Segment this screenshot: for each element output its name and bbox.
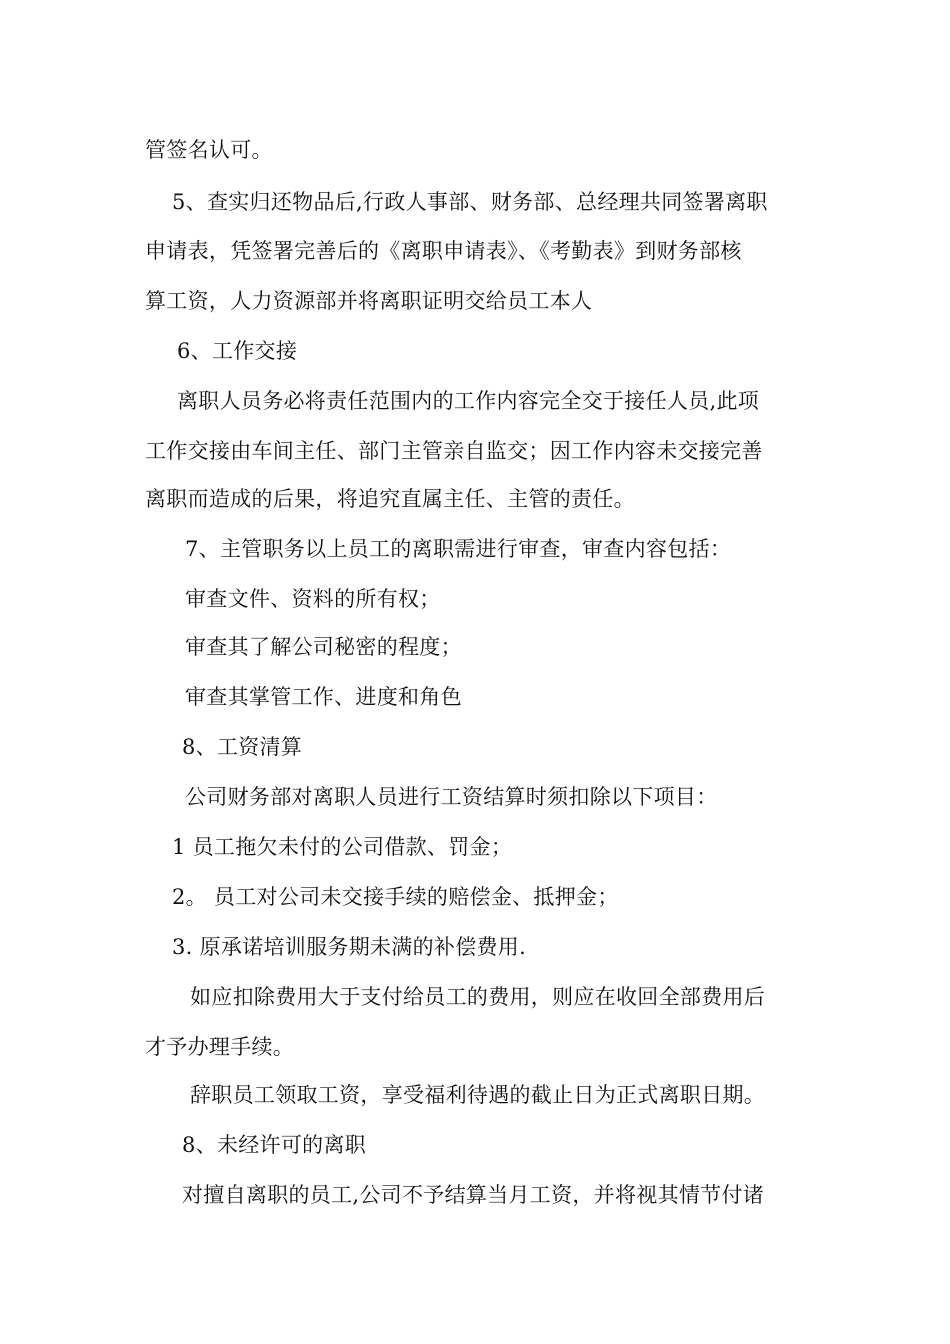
text-line: 5、查实归还物品后,行政人事部、财务部、总经理共同签署离职 (172, 190, 768, 214)
text-line: 申请表，凭签署完善后的《离职申请表》、《考勤表》到财务部核 (145, 239, 742, 263)
text-line: 算工资，人力资源部并将离职证明交给员工本人 (145, 289, 593, 313)
list-item: 1 员工拖欠未付的公司借款、罚金； (172, 835, 513, 859)
text-line: 才予办理手续。 (145, 1035, 295, 1059)
text-line: 离职人员务必将责任范围内的工作内容完全交于接任人员,此项 (177, 389, 760, 413)
section-heading: 8、未经许可的离职 (182, 1133, 367, 1157)
list-item: 2。 员工对公司未交接手续的赔偿金、抵押金； (172, 885, 619, 909)
section-heading: 8、工资清算 (182, 735, 303, 759)
text-line: 辞职员工领取工资，享受福利待遇的截止日为正式离职日期。 (190, 1083, 766, 1107)
text-line: 工作交接由车间主任、部门主管亲自监交；因工作内容未交接完善 (145, 439, 763, 463)
text-line: 7、主管职务以上员工的离职需进行审查，审查内容包括： (185, 537, 732, 561)
text-line: 管签名认可。 (145, 138, 273, 162)
text-line: 审查其了解公司秘密的程度； (185, 635, 462, 659)
text-line: 审查其掌管工作、进度和角色 (185, 685, 462, 709)
list-item: 3. 原承诺培训服务期未满的补偿费用. (172, 935, 527, 959)
text-line: 如应扣除费用大于支付给员工的费用，则应在收回全部费用后 (190, 985, 766, 1009)
section-heading: 6、工作交接 (177, 339, 298, 363)
text-line: 公司财务部对离职人员进行工资结算时须扣除以下项目： (185, 785, 718, 809)
text-line: 审查文件、资料的所有权； (185, 587, 441, 611)
text-line: 对擅自离职的员工,公司不予结算当月工资，并将视其情节付诸 (182, 1183, 765, 1207)
text-line: 离职而造成的后果，将追究直属主任、主管的责任。 (145, 487, 635, 511)
